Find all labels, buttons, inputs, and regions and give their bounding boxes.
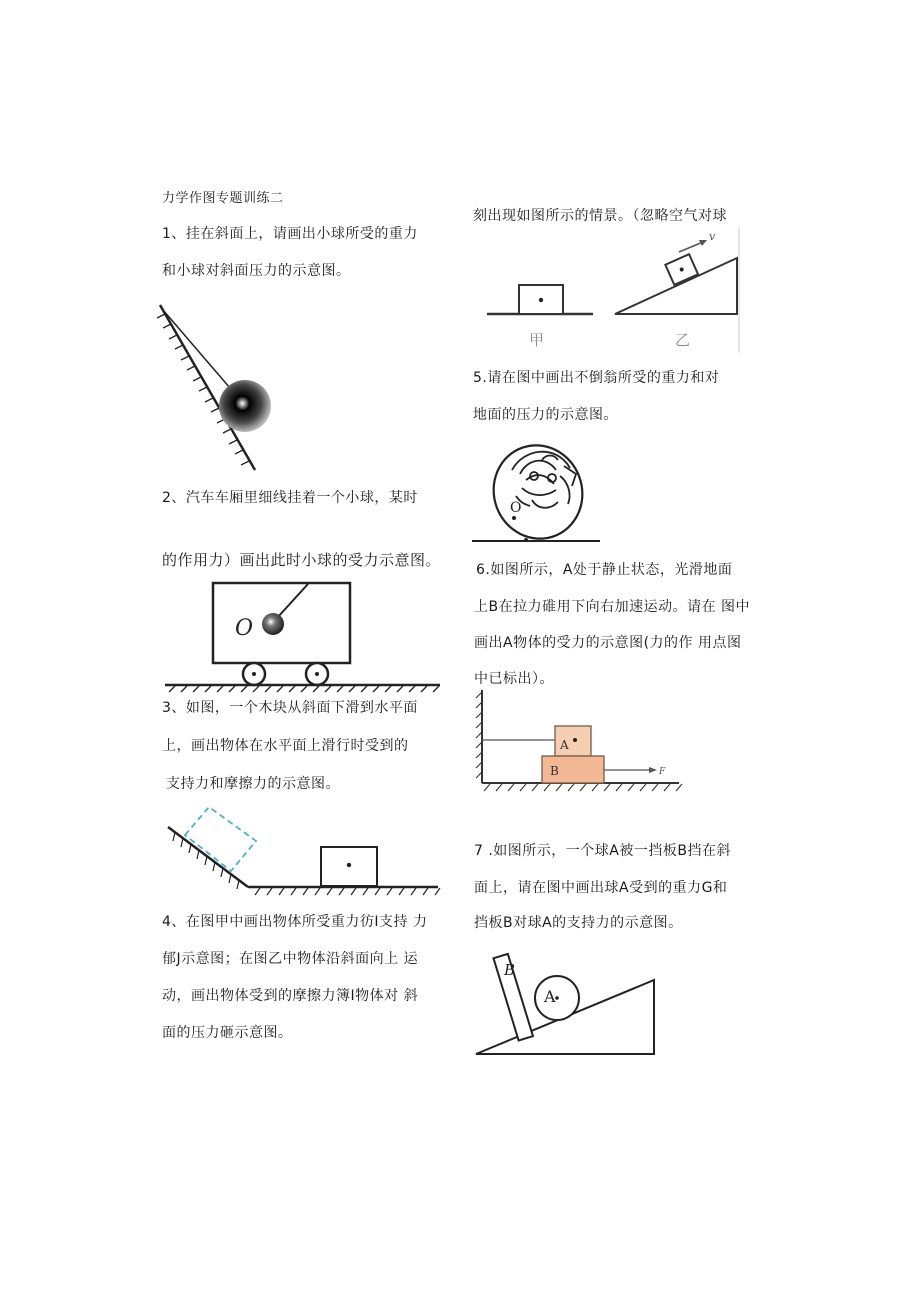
q5-line2: 地面的压力的示意图。 [473, 407, 618, 423]
label-b: B [504, 961, 516, 979]
q7-line3: 挡板B对球A的支持力的示意图。 [474, 915, 683, 931]
ball [219, 380, 271, 432]
label-a: A [560, 738, 569, 752]
tumbler-body [481, 433, 596, 551]
block-a-center [573, 738, 577, 742]
q4-cont-line1: 刻出现如图所示的情景。（忽略空气对球 [473, 208, 727, 224]
q5-figure [472, 440, 607, 545]
label-b: B [550, 764, 559, 778]
jia-block-center [539, 298, 543, 302]
ball-a-center [555, 996, 559, 1000]
q6-line3: 画出A物体的受力的示意图(力的作 用点图 [474, 635, 742, 651]
q7-figure [474, 950, 664, 1060]
q3-figure [163, 805, 443, 900]
q5-line1: 5.请在图中画出不倒翁所受的重力和对 [473, 370, 720, 386]
q4-line4: 面的压力砸示意图。 [162, 1025, 293, 1041]
q1-figure [155, 300, 285, 475]
q4-line1: 4、在图甲中画出物体所受重力彷I支持 力 [162, 914, 428, 930]
block-center [347, 863, 351, 867]
dashed-block-on-incline [185, 807, 256, 871]
q1-line1: 1、挂在斜面上，请画出小球所受的重力 [162, 226, 418, 242]
q7-line2: 面上，请在图中画出球A受到的重力G和 [474, 880, 728, 896]
label-yi: 乙 [675, 331, 691, 349]
q2-line1: 2、汽车车厢里细线挂着一个小球，某时 [162, 490, 418, 506]
car-ball [262, 613, 284, 635]
label-o: O [235, 616, 254, 641]
label-f: F [659, 767, 666, 777]
label-o: O [510, 500, 522, 516]
velocity-arrow [679, 240, 707, 252]
q4-line2: 郁J示意图；在图乙中物体沿斜面向上 运 [162, 951, 419, 967]
q3-line3: 支持力和摩擦力的示意图。 [166, 776, 340, 792]
q6-line1: 6.如图所示，A处于静止状态，光滑地面 [476, 562, 733, 578]
label-v: v [709, 230, 716, 243]
q2-figure [165, 580, 440, 695]
force-arrow-f [604, 767, 657, 773]
string [163, 310, 230, 388]
q4-line3: 动，画出物体受到的摩擦力簿I物体对 斜 [162, 988, 419, 1004]
wheel-right [306, 663, 328, 685]
floor-hatching [255, 888, 440, 895]
contact-point [524, 538, 528, 542]
wheel-left [243, 663, 265, 685]
label-jia: 甲 [529, 331, 545, 349]
q4-figure [485, 225, 745, 355]
floor-hatching [484, 784, 682, 791]
incline [168, 827, 248, 887]
q6-line4: 中已标出）。 [474, 671, 554, 687]
label-a: A [544, 987, 556, 1006]
q6-figure [474, 688, 684, 796]
ground-hatching [169, 686, 439, 692]
incline-hatching [173, 832, 239, 889]
q1-line2: 和小球对斜面压力的示意图。 [162, 263, 351, 279]
q2-line2: 的作用力）画出此时小球的受力示意图。 [162, 551, 442, 569]
q3-line1: 3、如图，一个木块从斜面下滑到水平面 [162, 700, 418, 716]
q7-line1: 7 .如图所示，一个球A被一挡板B挡在斜 [474, 843, 731, 859]
tumbler-center [512, 516, 516, 520]
page-title: 力学作图专题训练二 [162, 191, 284, 206]
q3-line2: 上，画出物体在水平面上滑行时受到的 [162, 738, 409, 754]
q6-line2: 上B在拉力碓用下向右加速运动。请在 图中 [474, 599, 751, 615]
